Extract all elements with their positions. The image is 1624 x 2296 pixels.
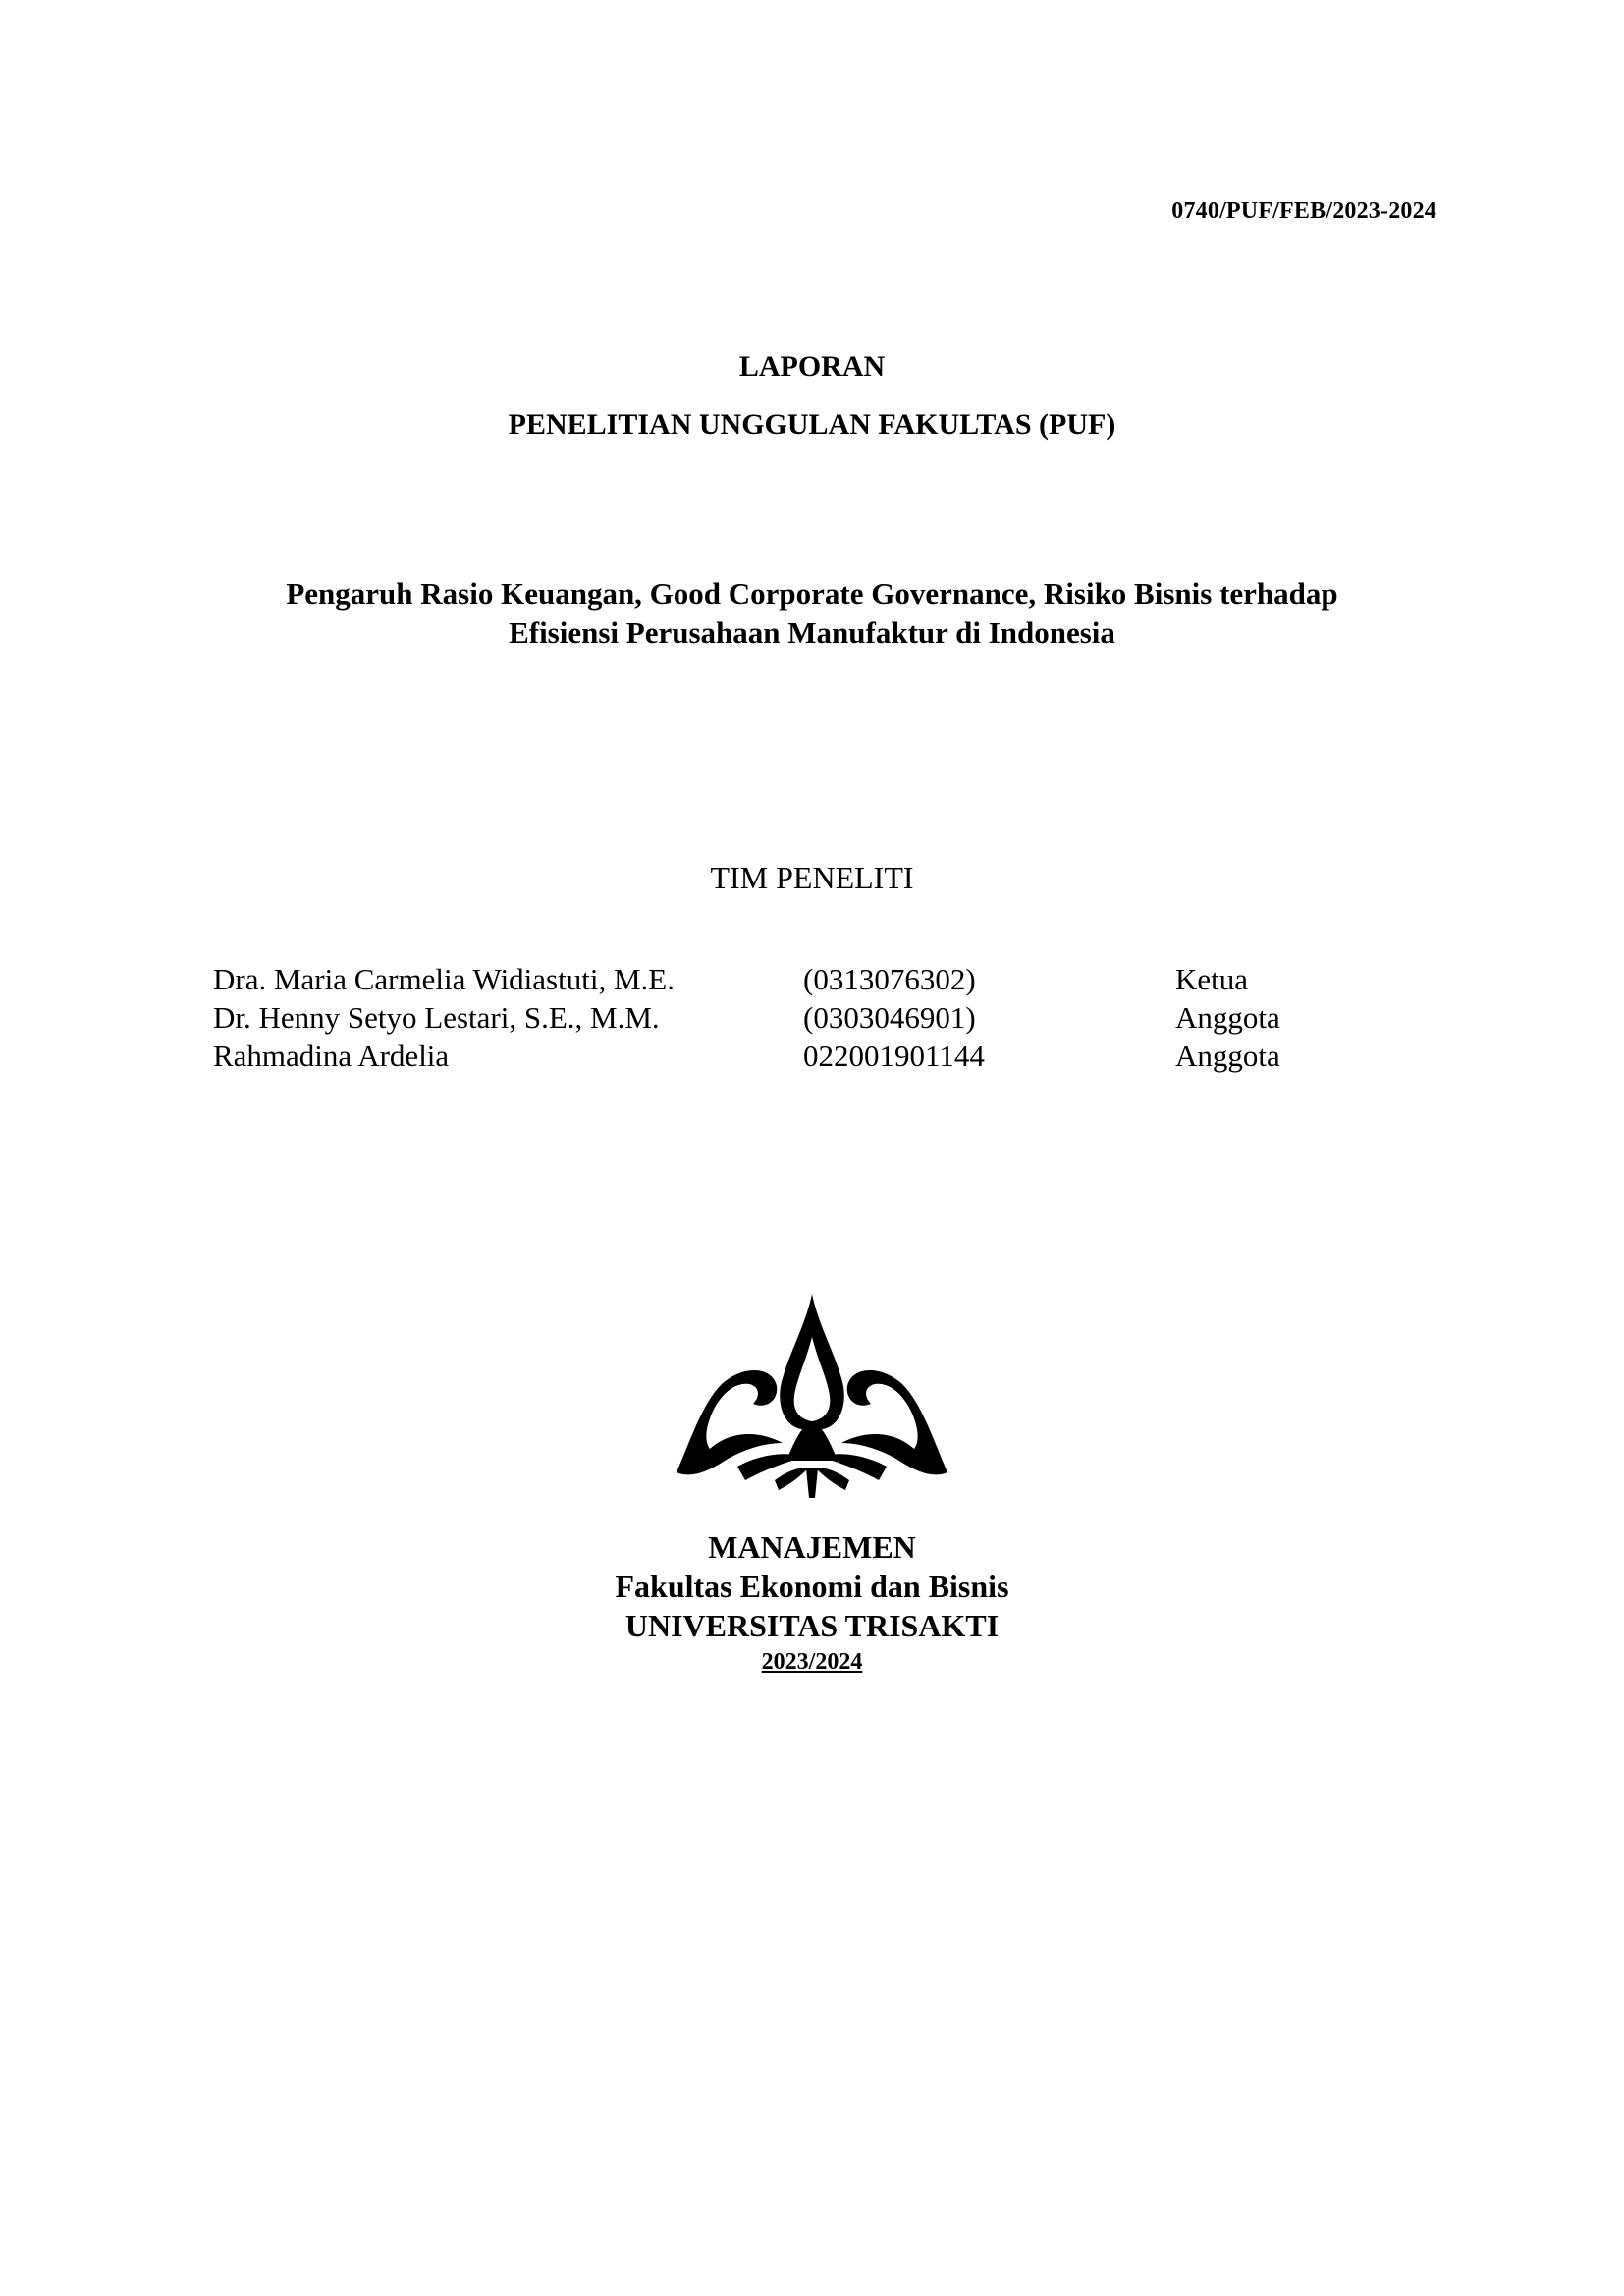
team-member-row xyxy=(0,1000,1624,1038)
faculty-name: Fakultas Ekonomi dan Bisnis xyxy=(615,1569,1009,1604)
university-name: UNIVERSITAS TRISAKTI xyxy=(624,1608,1000,1643)
team-heading: TIM PENELITI xyxy=(710,860,914,895)
research-title-line-2: Efisiensi Perusahaan Manufaktur di Indonesia xyxy=(509,615,1115,650)
report-label: LAPORAN xyxy=(738,350,886,383)
research-title-line-1: Pengaruh Rasio Keuangan, Good Corporate Governance, Risiko Bisnis terhadap xyxy=(286,576,1338,611)
member-name: Dr. Henny Setyo Lestari, S.E., M.M. xyxy=(213,1000,660,1035)
member-role: Anggota xyxy=(1175,1000,1280,1035)
member-id: (0303046901) xyxy=(803,1000,976,1035)
member-name: Rahmadina Ardelia xyxy=(213,1039,450,1073)
team-member-row xyxy=(0,962,1624,999)
member-role: Ketua xyxy=(1175,962,1249,996)
academic-year: 2023/2024 xyxy=(761,1649,863,1675)
document-number: 0740/PUF/FEB/2023-2024 xyxy=(1171,198,1436,224)
program-label: PENELITIAN UNGGULAN FAKULTAS (PUF) xyxy=(508,408,1116,441)
team-member-row xyxy=(0,1039,1624,1076)
member-id: 022001901144 xyxy=(803,1039,985,1073)
member-role: Anggota xyxy=(1175,1039,1280,1073)
member-name: Dra. Maria Carmelia Widiastuti, M.E. xyxy=(213,962,675,996)
department-name: MANAJEMEN xyxy=(708,1529,916,1565)
member-id: (0313076302) xyxy=(803,962,976,996)
university-emblem-icon xyxy=(677,1294,947,1498)
